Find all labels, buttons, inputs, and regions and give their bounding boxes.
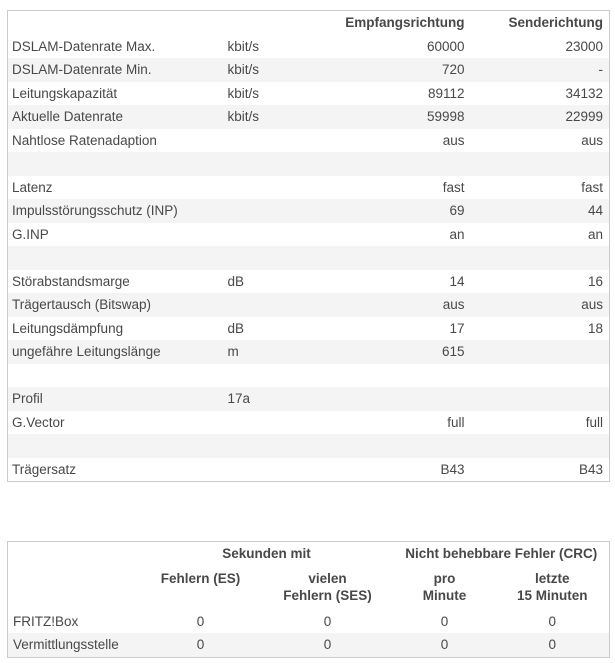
error-group-seconds: Sekunden mit <box>222 546 311 561</box>
dsl-row-rx-value: full <box>447 414 465 430</box>
dsl-row-label: G.INP <box>12 226 49 242</box>
error-subheader-line: Fehlern (SES) <box>283 587 372 603</box>
dsl-row-label: Profil <box>8 387 226 411</box>
dsl-row-inp <box>8 199 610 223</box>
dsl-row-rx-value: 615 <box>311 340 471 364</box>
error-value-es: 0 <box>140 633 262 657</box>
dsl-parameters-table <box>7 10 610 482</box>
dsl-row-line-length <box>8 340 610 364</box>
error-subheader-es <box>140 566 262 610</box>
dsl-row-tx-value <box>471 434 610 458</box>
dsl-row-unit <box>226 176 311 200</box>
dsl-row-tx-value: 18 <box>587 320 603 336</box>
dsl-row-tx-value: 44 <box>471 199 610 223</box>
dsl-row-line-capacity <box>8 82 610 106</box>
dsl-row-tx-value: 16 <box>587 273 603 289</box>
dsl-row-tx-value <box>471 364 610 388</box>
dsl-header-empty-unit <box>226 11 311 35</box>
dsl-row-tx-value: aus <box>471 293 610 317</box>
error-subheader-line: vielen <box>308 570 347 586</box>
dsl-row-unit: dB <box>227 320 245 336</box>
dsl-row-rx-value: 60000 <box>426 38 465 54</box>
dsl-row-unit <box>226 434 311 458</box>
dsl-row-unit <box>226 223 311 247</box>
dsl-row-tx-value: fast <box>581 179 603 195</box>
dsl-row-tx-value: B43 <box>578 461 603 477</box>
error-value-last-15-min: 0 <box>496 633 610 657</box>
dsl-row-spacer <box>8 364 610 388</box>
dsl-row-rx-value: 89112 <box>427 85 465 101</box>
dsl-row-unit: m <box>226 340 311 364</box>
dsl-row-rx-value: fast <box>442 179 465 195</box>
dsl-row-rx-value: 14 <box>449 273 465 289</box>
dsl-row-profile <box>8 387 610 411</box>
error-value-last-15-min: 0 <box>548 613 557 629</box>
dsl-row-tx-value <box>471 340 610 364</box>
dsl-row-unit: 17a <box>226 387 311 411</box>
dsl-row-label <box>8 434 226 458</box>
dsl-row-rx-value: aus <box>311 293 471 317</box>
error-row-fritzbox <box>8 610 610 634</box>
dsl-row-tx-value <box>471 246 610 270</box>
error-value-es: 0 <box>196 613 205 629</box>
error-row-label: Vermittlungsstelle <box>8 633 140 657</box>
dsl-row-rx-value: aus <box>442 132 465 148</box>
error-subheader-line: pro <box>433 570 456 586</box>
dsl-header-upstream: Senderichtung <box>508 15 603 30</box>
dsl-header-row <box>8 11 610 35</box>
dsl-row-rx-value: 720 <box>311 58 471 82</box>
dsl-row-label <box>8 364 226 388</box>
dsl-row-label: Leitungskapazität <box>12 85 118 101</box>
dsl-header-empty-label <box>8 11 226 35</box>
dsl-row-unit: kbit/s <box>226 105 311 129</box>
error-subheader-line: Fehlern (ES) <box>160 570 241 586</box>
dsl-row-label: Aktuelle Datenrate <box>8 105 226 129</box>
dsl-row-label <box>8 246 226 270</box>
dsl-row-line-attenuation <box>8 317 610 341</box>
dsl-header-downstream: Empfangsrichtung <box>345 15 465 30</box>
dsl-row-unit <box>226 246 311 270</box>
dsl-row-label <box>8 152 226 176</box>
error-row-label: FRITZ!Box <box>13 613 79 629</box>
dsl-row-latency <box>8 176 610 200</box>
dsl-row-label: DSLAM-Datenrate Max. <box>12 38 156 54</box>
dsl-row-rx-value: an <box>449 226 465 242</box>
dsl-row-tx-value: full <box>585 414 603 430</box>
dsl-row-dslam-max <box>8 35 610 59</box>
dsl-row-label: Impulsstörungsschutz (INP) <box>8 199 226 223</box>
dsl-row-unit: kbit/s <box>226 58 311 82</box>
dsl-row-spacer <box>8 246 610 270</box>
dsl-row-tx-value: 22999 <box>471 105 610 129</box>
dsl-row-seamless-rate-adaption <box>8 129 610 153</box>
error-subheader-line: 15 Minuten <box>517 587 588 603</box>
dsl-row-current-rate <box>8 105 610 129</box>
dsl-row-bitswap <box>8 293 610 317</box>
error-group-crc: Nicht behebbare Fehler (CRC) <box>405 546 598 561</box>
dsl-row-rx-value: 17 <box>449 320 465 336</box>
error-subheader-row <box>8 566 610 610</box>
dsl-row-label: G.Vector <box>12 414 65 430</box>
dsl-row-tx-value: 34132 <box>565 85 603 101</box>
dsl-row-tx-value: 23000 <box>565 38 603 54</box>
dsl-row-spacer <box>8 152 610 176</box>
dsl-row-unit: kbit/s <box>227 85 260 101</box>
dsl-row-unit: dB <box>227 273 245 289</box>
dsl-row-unit <box>226 411 311 435</box>
dsl-row-gvector <box>8 411 610 435</box>
dsl-row-rx-value <box>311 364 471 388</box>
dsl-row-unit <box>226 293 311 317</box>
error-row-exchange <box>8 633 610 657</box>
dsl-row-rx-value <box>311 246 471 270</box>
error-value-ses: 0 <box>262 633 394 657</box>
dsl-row-unit <box>226 129 311 153</box>
dsl-row-spacer <box>8 434 610 458</box>
dsl-row-carrier-set <box>8 458 610 482</box>
error-value-per-minute: 0 <box>394 633 496 657</box>
dsl-row-ginp <box>8 223 610 247</box>
error-subheader-last-15-min <box>496 566 610 610</box>
dsl-row-label: Trägersatz <box>12 461 77 477</box>
dsl-row-unit <box>226 199 311 223</box>
dsl-row-label: ungefähre Leitungslänge <box>8 340 226 364</box>
error-subheader-empty <box>8 566 140 610</box>
dsl-row-rx-value: 69 <box>311 199 471 223</box>
error-subheader-line: Minute <box>422 587 467 603</box>
dsl-row-unit <box>226 152 311 176</box>
dsl-row-tx-value: - <box>471 58 610 82</box>
dsl-row-label: Störabstandsmarge <box>12 273 130 289</box>
error-header-empty <box>8 542 140 566</box>
dsl-row-rx-value: 59998 <box>311 105 471 129</box>
dsl-row-rx-value <box>311 434 471 458</box>
dsl-row-label: Nahtlose Ratenadaption <box>12 132 157 148</box>
error-value-per-minute: 0 <box>440 613 449 629</box>
dsl-row-label: DSLAM-Datenrate Min. <box>8 58 226 82</box>
dsl-row-tx-value: aus <box>581 132 603 148</box>
error-group-header-row <box>8 542 610 566</box>
error-subheader-per-minute <box>394 566 496 610</box>
dsl-row-label: Trägertausch (Bitswap) <box>8 293 226 317</box>
dsl-row-unit <box>226 458 311 482</box>
dsl-row-dslam-min <box>8 58 610 82</box>
dsl-row-rx-value: B43 <box>440 461 465 477</box>
dsl-row-unit: kbit/s <box>227 38 260 54</box>
error-counters-table <box>7 541 610 658</box>
dsl-row-tx-value <box>471 152 610 176</box>
dsl-row-rx-value <box>311 152 471 176</box>
error-subheader-line: letzte <box>535 570 570 586</box>
error-subheader-ses <box>262 566 394 610</box>
error-value-ses: 0 <box>323 613 332 629</box>
dsl-row-label: Latenz <box>12 179 53 195</box>
dsl-row-label: Leitungsdämpfung <box>12 320 124 336</box>
dsl-row-tx-value <box>471 387 610 411</box>
dsl-row-rx-value <box>311 387 471 411</box>
dsl-row-unit <box>226 364 311 388</box>
dsl-row-snr-margin <box>8 270 610 294</box>
dsl-row-tx-value: an <box>587 226 603 242</box>
